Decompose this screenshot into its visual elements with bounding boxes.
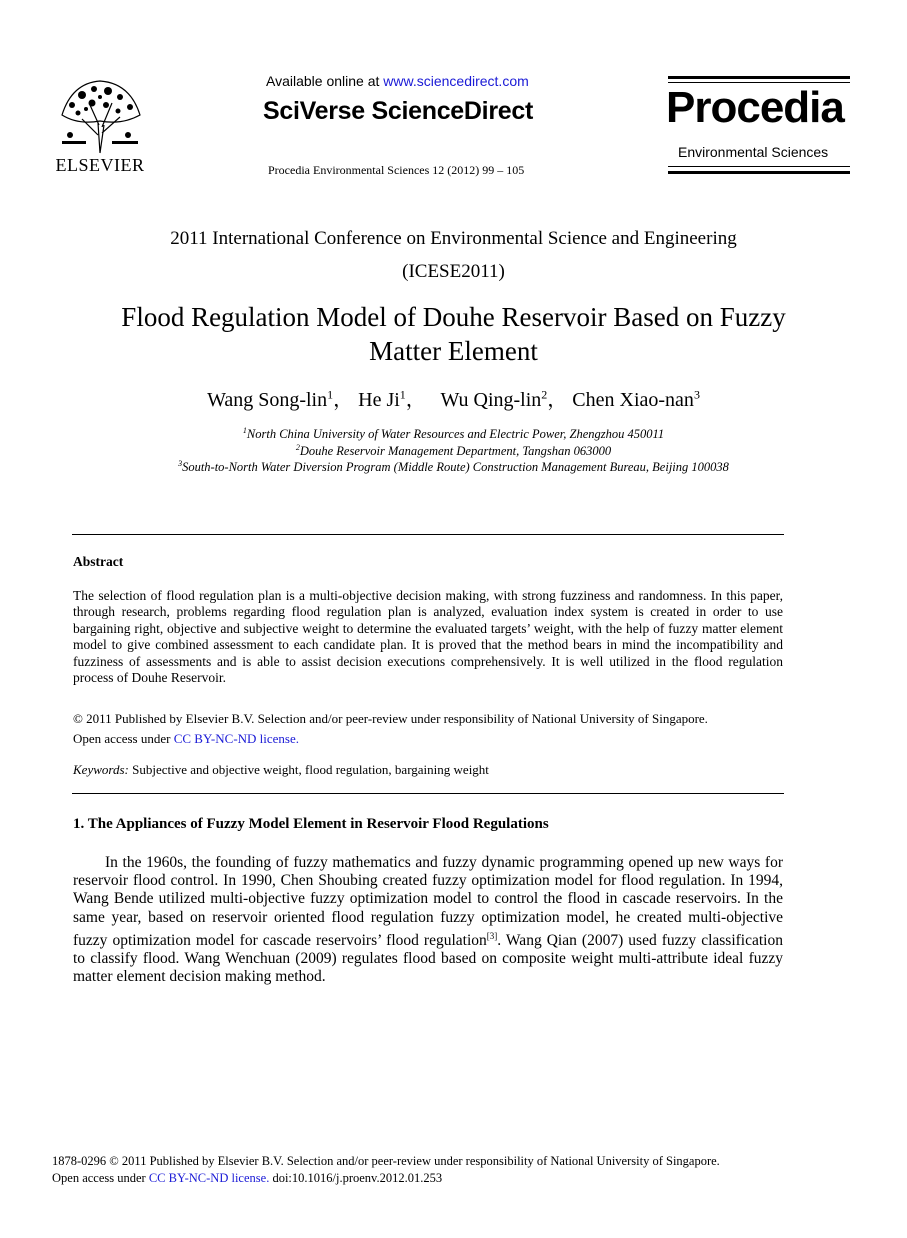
procedia-top-rule: [668, 76, 850, 79]
footer-license-link[interactable]: CC BY-NC-ND license.: [148, 1171, 270, 1185]
divider: [72, 534, 784, 535]
affiliation-num: 3: [178, 459, 183, 468]
conference-line-2: (ICESE2011): [402, 261, 505, 282]
journal-reference: Procedia Environmental Sciences 12 (2012) 99 – 105: [268, 163, 525, 177]
body-text-part: In the 1960s, the founding of fuzzy mathematics and fuzzy dynamic programming opened up new ways for reservoir flood control. In 1990, Chen Shoubing created fuzzy optimization model for flood regulation. In 1994, Wang Bende utilized multi-objective fuzzy optimization model to control the flood in cascade reservoirs. In the same year, based on reservoir oriented flood regulation fuzzy optimization model, he created multi-objective fuzzy optimization model for cascade reservoirs’ flood regulation: [73, 854, 783, 949]
abstract-heading: Abstract: [73, 554, 124, 569]
author-name: He Ji: [358, 389, 400, 411]
procedia-bottom-rule-thin: [668, 166, 850, 167]
elsevier-wordmark: ELSEVIER: [55, 155, 145, 175]
author-separator: ，: [333, 389, 354, 411]
author-name: Wang Song-lin: [207, 389, 328, 411]
abstract-text: The selection of flood regulation plan is a multi-objective decision making, with strong fuzziness and randomness. In this paper, through research, problems regarding flood regulation plan is analyzed, evaluation index system is created in order to use bargaining right, objective and subjective weight to determine the evaluated targets’ weight, with the help of fuzzy matter element model to give combined assessment to each candidate plan. It is proved that the method bears in mind the incompatibility and fuzziness of assessments and is able to assist decision executions comprehensively. It is well utilized in the flood regulation process of Douhe Reservoir.: [73, 588, 783, 686]
author-affil-num: 2: [541, 387, 548, 402]
affiliation-text: South-to-North Water Diversion Program (Middle Route) Construction Management Bureau, Beijing 100038: [182, 460, 729, 475]
affiliation: [0, 443, 907, 459]
author-list: [0, 383, 907, 412]
open-access-line: [73, 731, 299, 747]
procedia-logo: Procedia: [666, 83, 844, 132]
affiliation-num: 2: [295, 443, 300, 452]
footer-copyright: 1878-0296 © 2011 Published by Elsevier B.V. Selection and/or peer-review under responsibility of National University of Singapore.: [52, 1154, 720, 1168]
doi: doi:10.1016/j.proenv.2012.01.253: [269, 1171, 443, 1185]
author-name: Chen Xiao-nan: [572, 389, 694, 411]
copyright-line: © 2011 Published by Elsevier B.V. Selection and/or peer-review under responsibility of National University of Singapore.: [73, 711, 708, 726]
sciencedirect-link[interactable]: www.sciencedirect.com: [383, 73, 529, 89]
conference-line-1: 2011 International Conference on Environmental Science and Engineering: [170, 228, 737, 249]
author-separator: ，: [547, 389, 568, 411]
keywords-text: Subjective and objective weight, flood regulation, bargaining weight: [128, 762, 489, 777]
author-affil-num: 1: [399, 387, 406, 402]
conference-name: [0, 222, 907, 288]
footer-open-access-prefix: Open access under: [52, 1171, 149, 1185]
available-prefix: Available online at: [266, 73, 384, 89]
divider: [72, 793, 784, 794]
footer-open-access: [52, 1171, 442, 1186]
paper-title: [0, 300, 907, 368]
affiliation: [0, 459, 907, 475]
title-line-1: Flood Regulation Model of Douhe Reservoir Based on Fuzzy: [121, 302, 786, 332]
procedia-subtitle: Environmental Sciences: [678, 144, 829, 160]
title-line-2: Matter Element: [369, 336, 538, 366]
author-affil-num: 3: [693, 387, 700, 402]
available-online-line: [266, 73, 529, 89]
body-text-part: . Wang Qian (2007) used fuzzy classification to classify flood. Wang Wenchuan (2009) regulates flood based on composite weight multi-attribute ideal fuzzy matter element decision making method.: [73, 931, 783, 986]
affiliation-num: 1: [242, 426, 247, 435]
citation[interactable]: [3]: [486, 930, 498, 941]
author-affil-num: 1: [327, 387, 334, 402]
keywords-label: Keywords:: [73, 762, 129, 777]
affiliation-text: North China University of Water Resources and Electric Power, Zhengzhou 450011: [246, 427, 665, 442]
keywords-line: [73, 762, 489, 778]
affiliation-text: Douhe Reservoir Management Department, Tangshan 063000: [299, 444, 612, 459]
author-separator: ，: [405, 389, 426, 411]
affiliation: [0, 426, 907, 442]
section-heading: 1. The Appliances of Fuzzy Model Element in Reservoir Flood Regulations: [73, 816, 549, 832]
open-access-prefix: Open access under: [73, 731, 174, 746]
procedia-bottom-rule: [668, 171, 850, 174]
section-body: [73, 854, 783, 987]
sciverse-logo: SciVerse ScienceDirect: [263, 97, 533, 125]
author-name: Wu Qing-lin: [440, 389, 542, 411]
license-link[interactable]: CC BY-NC-ND license.: [173, 731, 300, 746]
